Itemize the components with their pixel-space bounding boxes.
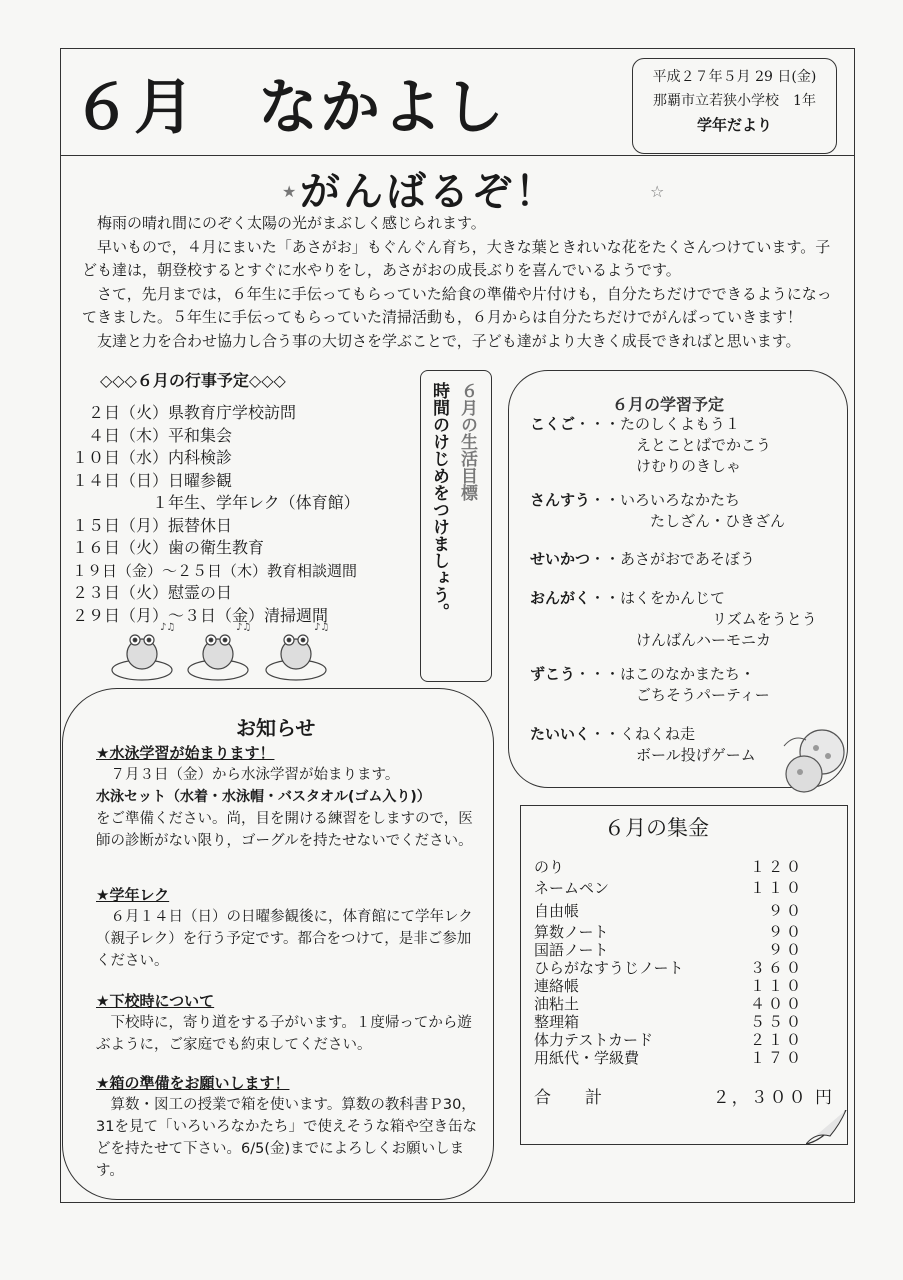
music-note-icon: ♪♫ xyxy=(236,622,252,633)
headline: がんばるぞ！ xyxy=(300,169,558,215)
goal-label: ６月の生活目標 xyxy=(457,382,477,501)
notice-body: 下校時に，寄り道をする子がいます。１度帰ってから遊ぶように，ご家庭でも約束してください。 xyxy=(96,1015,472,1053)
intro-paragraph: 梅雨の晴れ間にのぞく太陽の光がまぶしく感じられます。 xyxy=(82,214,486,232)
music-note-icon: ♪♫ xyxy=(160,622,176,633)
money-row xyxy=(534,877,804,898)
notice-heading: ★箱の準備をお願いします！ xyxy=(96,1074,290,1092)
money-total-row xyxy=(534,1083,834,1108)
music-note-icon: ♪♫ xyxy=(314,622,330,633)
notice-section-boxes xyxy=(96,1072,481,1182)
page-title: ６月 なかよし xyxy=(72,73,506,143)
subject-line: あさがおであそぼう xyxy=(620,550,755,568)
header-divider xyxy=(60,155,855,156)
intro-paragraph: 友達と力を合わせ協力し合う事の大切さを学ぶことで，子ども達がより大きく成長できればと思います。 xyxy=(82,331,801,350)
subject-name: ずこう xyxy=(530,665,576,683)
star-icon: ☆ xyxy=(650,182,665,201)
subject-line: えとことばでかこう xyxy=(636,436,772,454)
notice-body: 算数・図工の授業で箱を使います。算数の教科書Ｐ30，31を見て「いろいろなかたち」で使えそうな箱や空き缶などを持たせて下さい。6/5(金)までによろしくお願いします。 xyxy=(96,1097,477,1179)
notice-section-swimming xyxy=(96,742,481,852)
subject-line: たのしくよもう１ xyxy=(620,415,741,433)
money-item-name: ネームペン xyxy=(534,879,610,897)
money-item-name: 連絡帳 xyxy=(534,977,580,995)
money-item-name: のり xyxy=(534,858,565,876)
event-item: １０日（水）内科検診 xyxy=(72,448,233,467)
money-item-name: 国語ノート xyxy=(534,941,609,959)
money-item-amount: ９０ xyxy=(767,923,804,941)
notice-heading: ★水泳学習が始まります！ xyxy=(96,744,275,762)
goal-text: 時間のけじめをつけましょう。 xyxy=(429,382,449,620)
subject-name: せいかつ xyxy=(530,550,591,568)
subject-separator: ・・ xyxy=(590,550,621,568)
notice-emphasis: 水泳セット（水着・水泳帽・バスタオル(ゴム入り)） xyxy=(96,789,431,805)
issue-date: 平成２７年５月 29 日(金) xyxy=(652,69,817,85)
notice-title: お知らせ xyxy=(236,716,316,740)
subject-line: はこのなかまたち・ xyxy=(620,665,756,683)
money-item-amount: １７０ xyxy=(749,1049,804,1067)
subject-line: リズムをうとう xyxy=(712,610,817,628)
subject-separator: ・・ xyxy=(590,725,621,743)
goal-text-block xyxy=(425,382,481,678)
header-info-box xyxy=(632,58,837,154)
subject-line: ごちそうパーティー xyxy=(636,686,770,704)
page-curl-icon xyxy=(806,1110,848,1146)
money-item-amount: １２０ xyxy=(749,858,804,876)
subject-name: おんがく xyxy=(530,589,591,607)
frogs-illustration xyxy=(110,622,330,684)
event-item: ２日（火）県教育庁学校訪問 xyxy=(72,403,297,422)
event-item: １年生、学年レク（体育館） xyxy=(72,493,360,512)
event-item: ２９日（月）～３日（金）清掃週間 xyxy=(72,605,329,625)
event-item: １６日（火）歯の衛生教育 xyxy=(72,538,265,557)
money-item-amount: ５５０ xyxy=(749,1013,804,1031)
money-item-amount: １１０ xyxy=(749,879,804,897)
money-total-label: 合 計 xyxy=(534,1088,602,1108)
money-item-name: 算数ノート xyxy=(534,923,609,941)
money-item-name: 用紙代・学級費 xyxy=(534,1049,640,1067)
star-icon: ★ xyxy=(282,182,297,201)
subject-line: はくをかんじて xyxy=(620,589,726,607)
money-row xyxy=(534,900,804,921)
subject-line: たしざん・ひきざん xyxy=(650,512,786,530)
notice-heading: ★学年レク xyxy=(96,886,170,904)
money-item-name: 油粘土 xyxy=(534,995,580,1013)
subject-ongaku xyxy=(530,588,817,651)
money-row xyxy=(534,856,804,877)
subject-line: けんばんハーモニカ xyxy=(636,631,772,649)
subject-taiiku xyxy=(530,724,756,766)
subject-name: こくご xyxy=(530,415,576,433)
money-item-name: 体力テストカード xyxy=(534,1031,653,1049)
subject-kokugo xyxy=(530,414,771,477)
notice-heading: ★下校時について xyxy=(96,992,215,1010)
subject-line: いろいろなかたち xyxy=(620,491,741,509)
frog-icon xyxy=(266,635,326,680)
notice-body: ６月１４日（日）の日曜参観後に，体育館にて学年レク（親子レク）を行う予定です。都合をつけて，是非ご参加ください。 xyxy=(96,909,473,969)
event-item: １５日（月）振替休日 xyxy=(72,515,233,535)
notice-section-dismissal xyxy=(96,990,481,1056)
study-plan-title: ６月の学習予定 xyxy=(612,395,725,414)
subject-line: けむりのきしゃ xyxy=(636,457,742,475)
money-item-name: ひらがなすうじノート xyxy=(534,959,684,977)
intro-text xyxy=(82,212,842,353)
money-item-name: 自由帳 xyxy=(534,902,580,920)
event-item: １４日（日）日曜参観 xyxy=(72,470,233,490)
money-item-amount: ３６０ xyxy=(749,959,804,977)
money-item-amount: ９０ xyxy=(767,902,804,920)
subject-separator: ・・ xyxy=(590,589,621,607)
money-title: ６月の集金 xyxy=(604,816,709,840)
subject-separator: ・・・ xyxy=(575,415,621,433)
event-item: １９日（金）～２５日（木）教育相談週間 xyxy=(72,561,358,580)
events-title: ◇◇◇６月の行事予定◇◇◇ xyxy=(100,371,286,390)
subject-sansu xyxy=(530,490,785,532)
event-item: ４日（木）平和集会 xyxy=(72,425,233,445)
fruit-illustration xyxy=(776,726,852,796)
subject-zukou xyxy=(530,664,770,706)
subject-name: さんすう xyxy=(530,491,591,509)
money-item-amount: ９０ xyxy=(767,941,804,959)
subject-name: たいいく xyxy=(530,725,591,743)
frog-icon xyxy=(112,635,172,680)
subject-seikatsu xyxy=(530,549,755,570)
school-name: 那覇市立若狭小学校 1年 xyxy=(653,93,816,109)
events-list xyxy=(72,402,412,627)
subject-line: くねくね走 xyxy=(620,725,696,743)
newsletter-label: 学年だより xyxy=(696,116,772,134)
event-item: ２３日（火）慰霊の日 xyxy=(72,583,233,602)
notice-body: ７月３日（金）から水泳学習が始まります。 xyxy=(96,767,400,783)
subject-separator: ・・・ xyxy=(575,665,621,683)
frog-icon xyxy=(188,635,248,680)
notice-body: をご準備ください。尚，目を開ける練習をしますので，医師の診断がない限り，ゴーグルを持たせないでください。 xyxy=(96,811,473,849)
money-item-amount: １１０ xyxy=(749,977,804,995)
intro-paragraph: 早いもので，４月にまいた「あさがお」もぐんぐん育ち，大きな葉ときれいな花をたくさんつけています。子ども達は，朝登校するとすぐに水やりをし，あさがおの成長ぶりを喜んでいるようです。 xyxy=(82,237,831,279)
money-row xyxy=(534,1047,804,1068)
money-item-amount: ４００ xyxy=(749,995,804,1013)
subject-line: ボール投げゲーム xyxy=(636,746,756,764)
intro-paragraph: さて，先月までは，６年生に手伝ってもらっていた給食の準備や片付けも，自分たちだけでできるようになってきました。５年生に手伝ってもらっていた清掃活動も，６月からは自分たちだけでがんばっていきます！ xyxy=(82,284,832,326)
money-total-value: ２，３００ 円 xyxy=(712,1088,834,1108)
money-item-amount: ２１０ xyxy=(749,1031,804,1049)
subject-separator: ・・ xyxy=(590,491,621,509)
money-item-name: 整理箱 xyxy=(534,1013,580,1031)
notice-section-rec xyxy=(96,884,481,972)
